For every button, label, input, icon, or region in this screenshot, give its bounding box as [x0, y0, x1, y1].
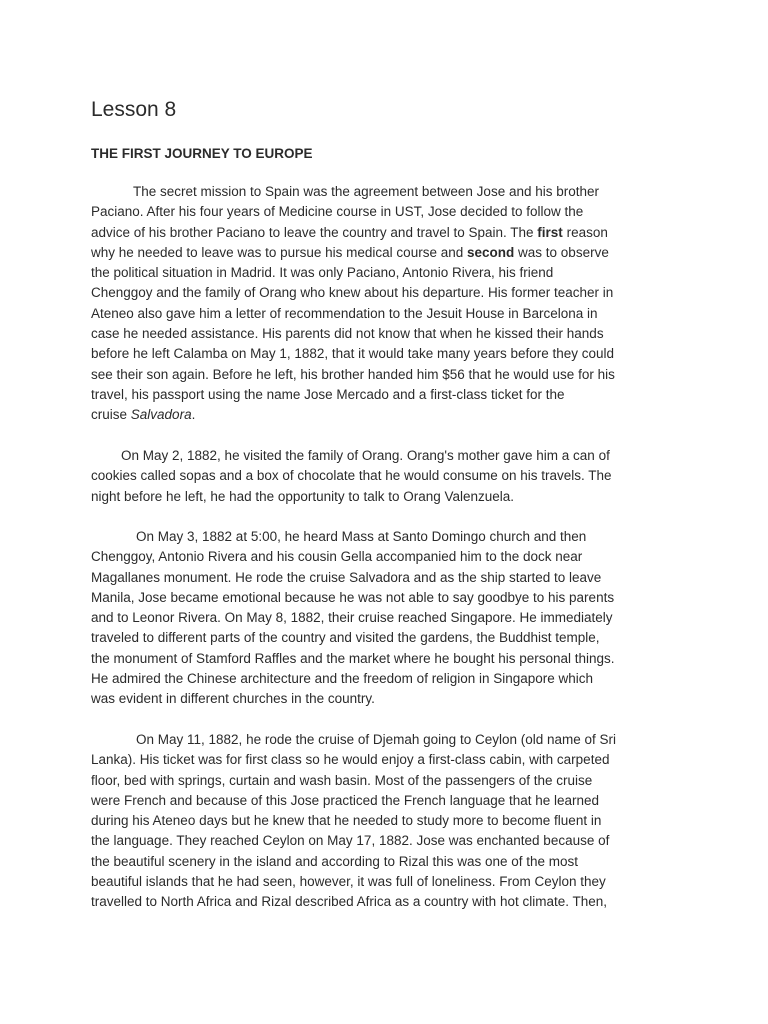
- paragraph-line: and to Leonor Rivera. On May 8, 1882, their cruise reached Singapore. He immediately: [91, 610, 613, 626]
- paragraph-line: see their son again. Before he left, his brother handed him $56 that he would use for his: [91, 366, 615, 382]
- paragraph-line: The secret mission to Spain was the agreement between Jose and his brother: [133, 184, 600, 199]
- chapter-heading: THE FIRST JOURNEY TO EUROPE: [91, 146, 313, 161]
- paragraph-line: Chenggoy, Antonio Rivera and his cousin Gella accompanied him to the dock near: [91, 549, 583, 565]
- emphasis-second: second: [467, 244, 515, 260]
- paragraph-line: was evident in different churches in the country.: [91, 691, 375, 707]
- paragraph-line: the monument of Stamford Raffles and the market where he bought his personal things.: [91, 650, 615, 666]
- paragraph-line: [91, 223, 691, 243]
- paragraph-line: Paciano. After his four years of Medicine course in UST, Jose decided to follow the: [91, 204, 584, 220]
- paragraph-line: were French and because of this Jose practiced the French language that he learned: [91, 792, 600, 808]
- paragraph-line: night before he left, he had the opportunity to talk to Orang Valenzuela.: [91, 488, 515, 504]
- paragraph-line: Ateneo also gave him a letter of recommendation to the Jesuit House in Barcelona in: [91, 305, 598, 321]
- paragraph-line: case he needed assistance. His parents did not know that when he kissed their hands: [91, 326, 604, 342]
- paragraph-ceylon: [91, 730, 691, 913]
- paragraph-line: beautiful islands that he had seen, however, it was full of loneliness. From Ceylon they: [91, 874, 606, 890]
- paragraph-line: Lanka). His ticket was for first class so he would enjoy a first-class cabin, with carpeted: [91, 752, 610, 768]
- paragraph-line: [91, 243, 691, 263]
- paragraph-line: floor, bed with springs, curtain and wash basin. Most of the passengers of the cruise: [91, 772, 593, 788]
- line-text: cruise: [91, 407, 128, 423]
- paragraph-line: travel, his passport using the name Jose Mercado and a first-class ticket for the: [91, 386, 565, 402]
- ship-name: Salvadora: [130, 407, 192, 423]
- paragraph-line: the language. They reached Ceylon on May 17, 1882. Jose was enchanted because of: [91, 833, 610, 849]
- line-text: was to observe: [518, 244, 609, 260]
- paragraph-line: before he left Calamba on May 1, 1882, that it would take many years before they could: [91, 346, 615, 362]
- paragraph-line: Manila, Jose became emotional because he was not able to say goodbye to his parents: [91, 589, 615, 605]
- paragraph-line: the beautiful scenery in the island and according to Rizal this was one of the most: [91, 853, 579, 869]
- paragraph-line: [91, 405, 691, 425]
- paragraph-line: during his Ateneo days but he knew that he needed to study more to become fluent in: [91, 813, 602, 829]
- paragraph-departure-singapore: [91, 527, 691, 710]
- paragraph-secret-mission: [91, 182, 691, 426]
- line-text: why he needed to leave was to pursue his medical course and: [91, 244, 464, 260]
- line-text: .: [191, 407, 196, 423]
- paragraph-visit-orang: [91, 446, 691, 507]
- paragraph-line: travelled to North Africa and Rizal described Africa as a country with hot climate. Then,: [91, 894, 607, 910]
- line-text: advice of his brother Paciano to leave the country and travel to Spain. The: [91, 224, 534, 240]
- paragraph-line: On May 2, 1882, he visited the family of Orang. Orang's mother gave him a can of: [121, 448, 610, 463]
- paragraph-line: traveled to different parts of the country and visited the gardens, the Buddhist temple,: [91, 630, 600, 646]
- paragraph-line: On May 11, 1882, he rode the cruise of Djemah going to Ceylon (old name of Sri: [136, 732, 617, 747]
- paragraph-line: On May 3, 1882 at 5:00, he heard Mass at Santo Domingo church and then: [136, 529, 587, 544]
- paragraph-line: the political situation in Madrid. It was only Paciano, Antonio Rivera, his friend: [91, 265, 554, 281]
- emphasis-first: first: [537, 224, 563, 240]
- lesson-title: Lesson 8: [91, 98, 177, 121]
- paragraph-line: cookies called sopas and a box of chocolate that he would consume on his travels. The: [91, 468, 612, 484]
- paragraph-line: Chenggoy and the family of Orang who knew about his departure. His former teacher in: [91, 285, 614, 301]
- line-text: reason: [566, 224, 608, 240]
- paragraph-line: Magallanes monument. He rode the cruise Salvadora and as the ship started to leave: [91, 569, 602, 585]
- paragraph-line: He admired the Chinese architecture and the freedom of religion in Singapore which: [91, 671, 594, 687]
